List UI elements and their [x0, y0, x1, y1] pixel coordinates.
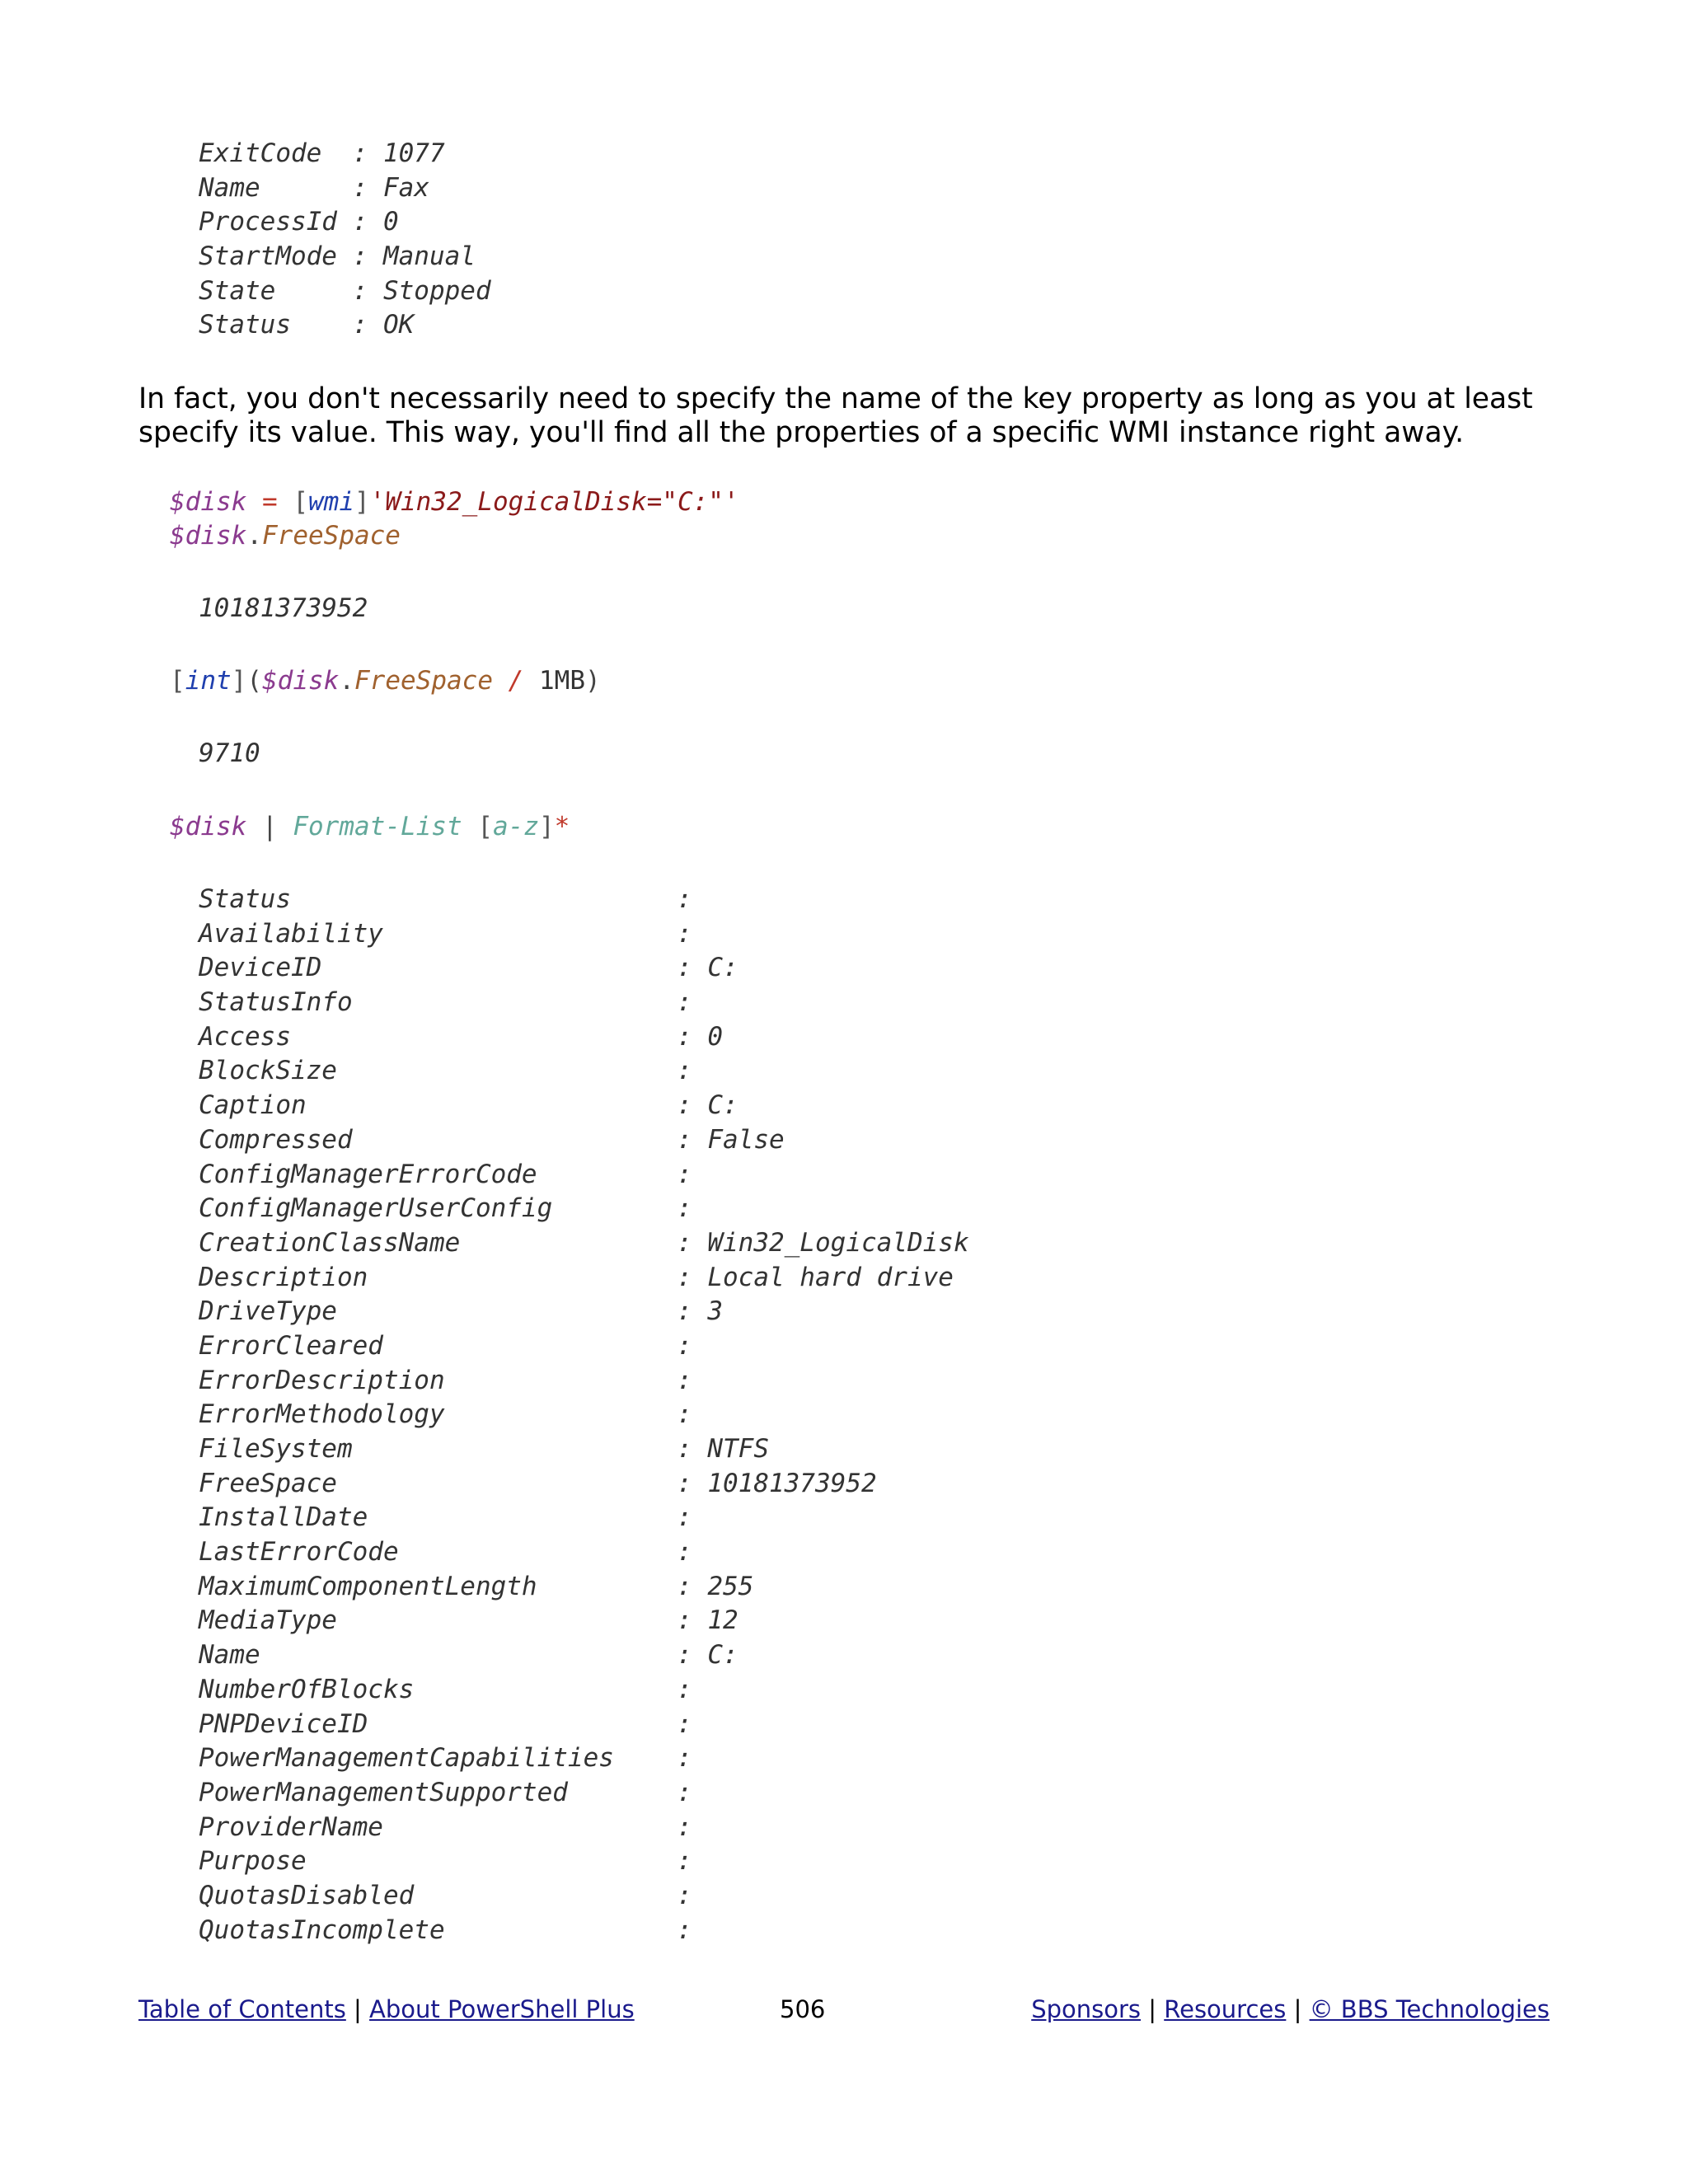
property-name: StatusInfo — [199, 987, 353, 1018]
code-pipe: | — [246, 812, 293, 841]
property-name: ErrorDescription — [199, 1365, 445, 1395]
property-separator: : — [677, 1640, 708, 1671]
property-separator: : — [352, 241, 383, 272]
paragraph — [138, 382, 1556, 450]
property-name: Status — [199, 884, 291, 914]
property-value: 0 — [707, 1021, 723, 1052]
code-space — [462, 812, 478, 841]
code-cmdlet: Format-List — [293, 812, 462, 841]
property-value: Manual — [382, 241, 476, 272]
property-separator: : — [677, 884, 708, 914]
output-row — [199, 1432, 969, 1467]
property-separator: : — [352, 172, 383, 203]
property-name: QuotasDisabled — [199, 1880, 415, 1910]
property-value: 3 — [707, 1296, 723, 1327]
code-bracket-open: [ — [293, 487, 308, 517]
property-name: Caption — [199, 1090, 307, 1121]
property-name: NumberOfBlocks — [199, 1674, 415, 1704]
code-line-wmi — [170, 485, 739, 520]
code-paren-close: ) — [585, 666, 601, 696]
property-separator: : — [677, 1193, 708, 1224]
output-row — [199, 1054, 969, 1089]
property-name: ProviderName — [199, 1811, 383, 1842]
code-string: 'Win32_LogicalDisk="C:"' — [369, 487, 739, 517]
property-separator: : — [677, 1262, 708, 1292]
output-row — [199, 1467, 969, 1502]
code-divide-op: / — [493, 666, 539, 696]
property-separator: : — [677, 1021, 708, 1052]
output-row — [199, 1020, 969, 1055]
footer-right-links — [1031, 1994, 1550, 2024]
property-separator: : — [677, 1227, 708, 1258]
output-row — [199, 1261, 969, 1296]
property-name: PNPDeviceID — [199, 1708, 368, 1739]
output-row — [199, 1673, 969, 1708]
property-name: StartMode — [199, 241, 353, 272]
code-line-format-list — [170, 810, 570, 845]
sponsors-link[interactable]: Sponsors — [1031, 1995, 1142, 2023]
output-row — [199, 1364, 969, 1399]
property-value: Local hard drive — [707, 1262, 954, 1292]
property-separator: : — [677, 1915, 708, 1945]
property-separator: : — [677, 1434, 708, 1464]
output-row — [199, 1879, 969, 1914]
property-name: Description — [199, 1262, 368, 1292]
property-separator: : — [352, 207, 383, 237]
code-variable: $disk — [170, 521, 247, 551]
property-name: State — [199, 275, 353, 306]
property-value: C: — [707, 1090, 738, 1121]
property-value: 0 — [382, 207, 399, 237]
output-row — [199, 1811, 969, 1845]
property-name: InstallDate — [199, 1502, 368, 1533]
code-property: FreeSpace — [262, 521, 401, 551]
resources-link[interactable]: Resources — [1164, 1995, 1287, 2023]
property-value: Win32_LogicalDisk — [707, 1227, 969, 1258]
output-row — [199, 1501, 969, 1535]
property-value: False — [707, 1124, 785, 1155]
code-type: wmi — [308, 487, 354, 517]
service-output — [199, 137, 491, 343]
property-name: CreationClassName — [199, 1227, 461, 1258]
output-row — [199, 1776, 969, 1811]
code-dot: . — [339, 666, 355, 696]
output-row — [199, 1708, 969, 1742]
code-number: 1MB — [539, 666, 585, 696]
output-row — [199, 1192, 969, 1226]
output-row — [199, 1329, 969, 1364]
footer-separator: | — [1286, 1995, 1310, 2023]
property-value: C: — [707, 953, 738, 983]
property-name: PowerManagementCapabilities — [199, 1743, 614, 1774]
property-separator: : — [677, 1846, 708, 1877]
property-name: QuotasIncomplete — [199, 1915, 445, 1945]
property-separator: : — [677, 1124, 708, 1155]
property-separator: : — [677, 1330, 708, 1361]
output-row — [199, 883, 969, 917]
code-range: a-z — [492, 812, 539, 841]
output-megabytes: 9710 — [199, 738, 260, 768]
property-name: Status — [199, 310, 353, 340]
property-name: ConfigManagerUserConfig — [199, 1193, 553, 1224]
output-row — [199, 137, 491, 171]
property-separator: : — [677, 1571, 708, 1601]
code-bracket-open: [ — [477, 812, 493, 841]
property-separator: : — [352, 275, 383, 306]
output-row — [199, 1158, 969, 1193]
property-value: OK — [382, 310, 415, 340]
property-value: Fax — [382, 172, 429, 203]
property-separator: : — [677, 1468, 708, 1498]
code-bracket-close: ] — [538, 812, 555, 841]
table-of-contents-link[interactable]: Table of Contents — [138, 1995, 346, 2023]
property-name: Availability — [199, 918, 383, 949]
property-separator: : — [677, 1880, 708, 1910]
code-dot: . — [246, 521, 262, 551]
property-name: PowerManagementSupported — [199, 1777, 568, 1807]
property-separator: : — [677, 953, 708, 983]
property-value: C: — [707, 1640, 738, 1671]
code-type: int — [185, 666, 232, 696]
property-value: 1077 — [382, 138, 445, 168]
property-separator: : — [352, 310, 383, 340]
property-name: MaximumComponentLength — [199, 1571, 537, 1601]
output-row — [199, 1123, 969, 1158]
output-row — [199, 1604, 969, 1638]
property-separator: : — [677, 1811, 708, 1842]
footer-separator: | — [345, 1995, 370, 2023]
property-name: BlockSize — [199, 1056, 337, 1086]
code-line-freespace — [170, 519, 401, 554]
property-separator: : — [677, 987, 708, 1018]
code-variable: $disk — [170, 812, 247, 841]
property-separator: : — [677, 1674, 708, 1704]
output-row — [199, 1295, 969, 1329]
output-row — [199, 951, 969, 986]
output-row — [199, 986, 969, 1020]
property-name: Name — [199, 172, 353, 203]
property-name: Access — [199, 1021, 291, 1052]
code-bracket-open: [ — [170, 666, 185, 696]
output-freespace: 10181373952 — [199, 593, 368, 623]
output-row — [199, 1741, 969, 1776]
paragraph-line-1: In fact, you don't necessarily need to specify the name of the key property as long as you at least — [138, 382, 1533, 415]
property-separator: : — [677, 918, 708, 949]
property-separator: : — [677, 1743, 708, 1774]
property-separator: : — [677, 1296, 708, 1327]
code-bracket-close: ] — [231, 666, 247, 696]
code-bracket-close: ] — [354, 487, 370, 517]
property-name: FreeSpace — [199, 1468, 337, 1498]
property-name: DeviceID — [199, 953, 322, 983]
property-separator: : — [677, 1502, 708, 1533]
code-variable: $disk — [170, 487, 247, 517]
property-name: ConfigManagerErrorCode — [199, 1159, 537, 1189]
code-property: FreeSpace — [354, 666, 493, 696]
bbs-technologies-link[interactable]: © BBS Technologies — [1309, 1995, 1550, 2023]
property-separator: : — [677, 1056, 708, 1086]
code-line-int-cast — [170, 664, 601, 699]
output-row — [199, 205, 491, 240]
property-name: ExitCode — [199, 138, 353, 168]
property-value: 12 — [707, 1605, 738, 1636]
property-name: ProcessId — [199, 207, 353, 237]
property-separator: : — [677, 1159, 708, 1189]
about-powershell-plus-link[interactable]: About PowerShell Plus — [369, 1995, 635, 2023]
property-separator: : — [677, 1399, 708, 1430]
output-row — [199, 1914, 969, 1948]
property-value: Stopped — [382, 275, 491, 306]
property-name: LastErrorCode — [199, 1537, 399, 1568]
property-separator: : — [677, 1708, 708, 1739]
property-value: NTFS — [707, 1434, 769, 1464]
property-name: ErrorMethodology — [199, 1399, 445, 1430]
output-row — [199, 1089, 969, 1123]
output-row — [199, 274, 491, 309]
property-separator: : — [677, 1090, 708, 1121]
output-row — [199, 308, 491, 343]
output-row — [199, 1535, 969, 1570]
property-separator: : — [677, 1605, 708, 1636]
property-separator: : — [677, 1365, 708, 1395]
property-name: Name — [199, 1640, 260, 1671]
property-value: 255 — [707, 1571, 754, 1601]
output-row — [199, 1844, 969, 1879]
property-name: FileSystem — [199, 1434, 353, 1464]
output-row — [199, 1570, 969, 1605]
output-row — [199, 171, 491, 206]
output-row — [199, 1226, 969, 1261]
property-separator: : — [352, 138, 383, 168]
property-name: Purpose — [199, 1846, 307, 1877]
property-separator: : — [677, 1537, 708, 1568]
property-name: DriveType — [199, 1296, 337, 1327]
property-name: Compressed — [199, 1124, 353, 1155]
output-row — [199, 1638, 969, 1673]
output-row — [199, 1398, 969, 1432]
page-number: 506 — [780, 1995, 826, 2023]
property-name: MediaType — [199, 1605, 337, 1636]
disk-properties-output — [199, 883, 969, 1947]
code-variable: $disk — [262, 666, 340, 696]
property-separator: : — [677, 1777, 708, 1807]
code-assign-op: = — [246, 487, 293, 517]
code-paren-open: ( — [246, 666, 263, 696]
footer-separator: | — [1141, 1995, 1165, 2023]
paragraph-line-2: specify its value. This way, you'll find all the properties of a specific WMI instance right away. — [138, 416, 1465, 449]
property-name: ErrorCleared — [199, 1330, 383, 1361]
output-row — [199, 917, 969, 952]
output-row — [199, 240, 491, 274]
property-value: 10181373952 — [707, 1468, 877, 1498]
footer-left-links — [138, 1994, 635, 2024]
code-wildcard: * — [554, 812, 570, 841]
